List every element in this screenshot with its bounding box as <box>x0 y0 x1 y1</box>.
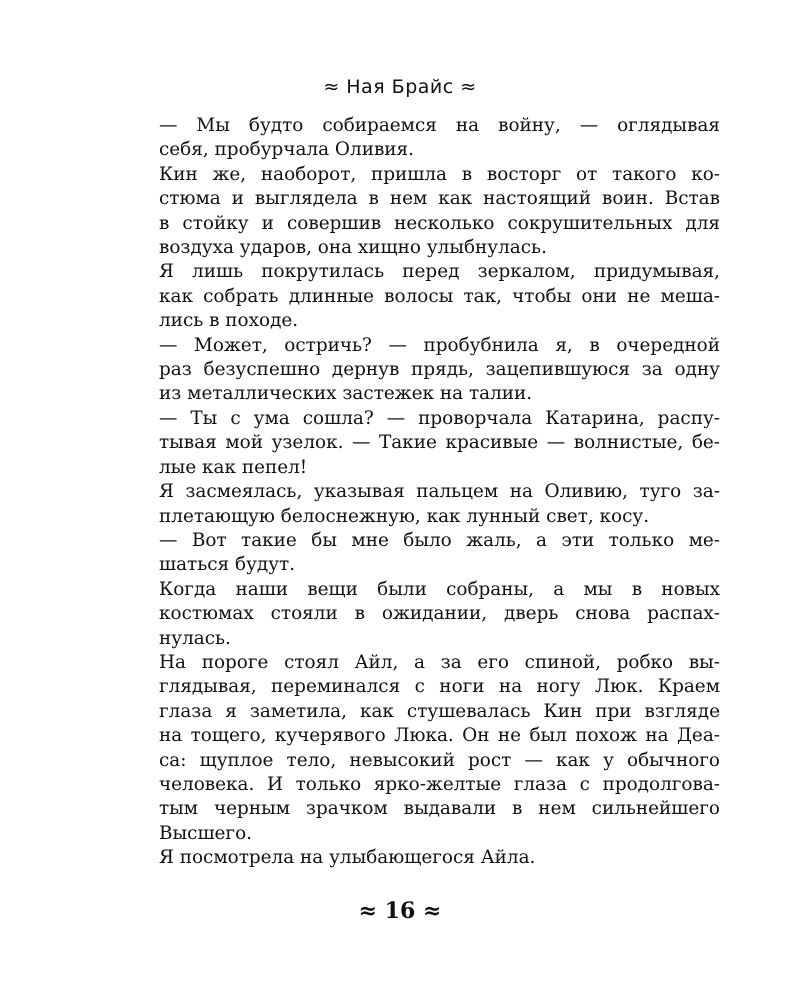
text-line: шаться будут. <box>159 554 296 576</box>
text-line: Я лишь покрутилась перед зеркалом, придумывая, <box>159 261 720 283</box>
text-line: — Ты с ума сошла? — проворчала Катарина, распу- <box>159 407 720 429</box>
text-line: Высшего. <box>159 822 252 844</box>
text-line: раз безуспешно дернув прядь, зацепившуюся за одну <box>159 359 720 381</box>
paragraph <box>130 114 720 163</box>
text-line: костюмах стояли в ожидании, дверь снова распах- <box>159 603 720 625</box>
text-line: плетающую белоснежную, как лунный свет, косу. <box>159 505 650 527</box>
paragraph <box>130 407 720 480</box>
text-line: — Может, остричь? — пробубнила я, в очередной <box>159 334 720 356</box>
paragraph <box>130 334 720 407</box>
text-line: на тощего, кучерявого Люка. Он не был похож на Деа- <box>159 725 720 747</box>
text-line: — Вот такие бы мне было жаль, а эти только ме- <box>159 529 720 551</box>
text-line: стюма и выглядела в нем как настоящий воин. Встав <box>159 188 720 210</box>
text-line: Я посмотрела на улыбающегося Айла. <box>159 847 536 869</box>
text-line: глядывая, переминался с ноги на ногу Люк. Краем <box>159 676 720 698</box>
text-line: Кин же, наоборот, пришла в восторг от такого ко- <box>159 163 720 185</box>
paragraph <box>130 651 720 846</box>
text-line: — Мы будто собираемся на войну, — оглядывая <box>159 115 720 136</box>
text-line: са: щуплое тело, невысокий рост — как у обычного <box>159 749 720 771</box>
running-header-author: ≈ Ная Брайс ≈ <box>323 76 477 98</box>
text-line: Когда наши вещи были собраны, а мы в новых <box>159 578 720 600</box>
text-line: Я засмеялась, указывая пальцем на Оливию, туго за- <box>159 481 720 503</box>
paragraph <box>130 163 720 261</box>
paragraph <box>130 578 720 651</box>
text-line: тывая мой узелок. — Такие красивые — волнистые, бе- <box>159 432 720 454</box>
text-line: воздуха ударов, она хищно улыбнулась. <box>159 237 547 259</box>
text-line: из металлических застежек на талии. <box>159 383 533 405</box>
paragraph <box>130 529 720 578</box>
text-line: в стойку и совершив несколько сокрушительных для <box>159 212 720 234</box>
text-line: человека. И только ярко-желтые глаза с продолгова- <box>159 773 720 795</box>
text-line: лись в походе. <box>159 310 299 332</box>
page-body-text <box>130 114 720 871</box>
text-line: глаза я заметила, как стушевалась Кин при взгляде <box>159 700 720 722</box>
text-line: как собрать длинные волосы так, чтобы они не меша- <box>159 285 720 307</box>
text-line: себя, пробурчала Оливия. <box>159 139 415 161</box>
page-number: ≈ 16 ≈ <box>358 898 442 924</box>
text-line: лые как пепел! <box>159 456 308 478</box>
text-line: нулась. <box>159 627 231 649</box>
paragraph <box>130 846 720 870</box>
text-line: На пороге стоял Айл, а за его спиной, робко вы- <box>159 651 720 673</box>
paragraph <box>130 260 720 333</box>
text-line: тым черным зрачком выдавали в нем сильнейшего <box>159 798 720 820</box>
paragraph <box>130 480 720 529</box>
